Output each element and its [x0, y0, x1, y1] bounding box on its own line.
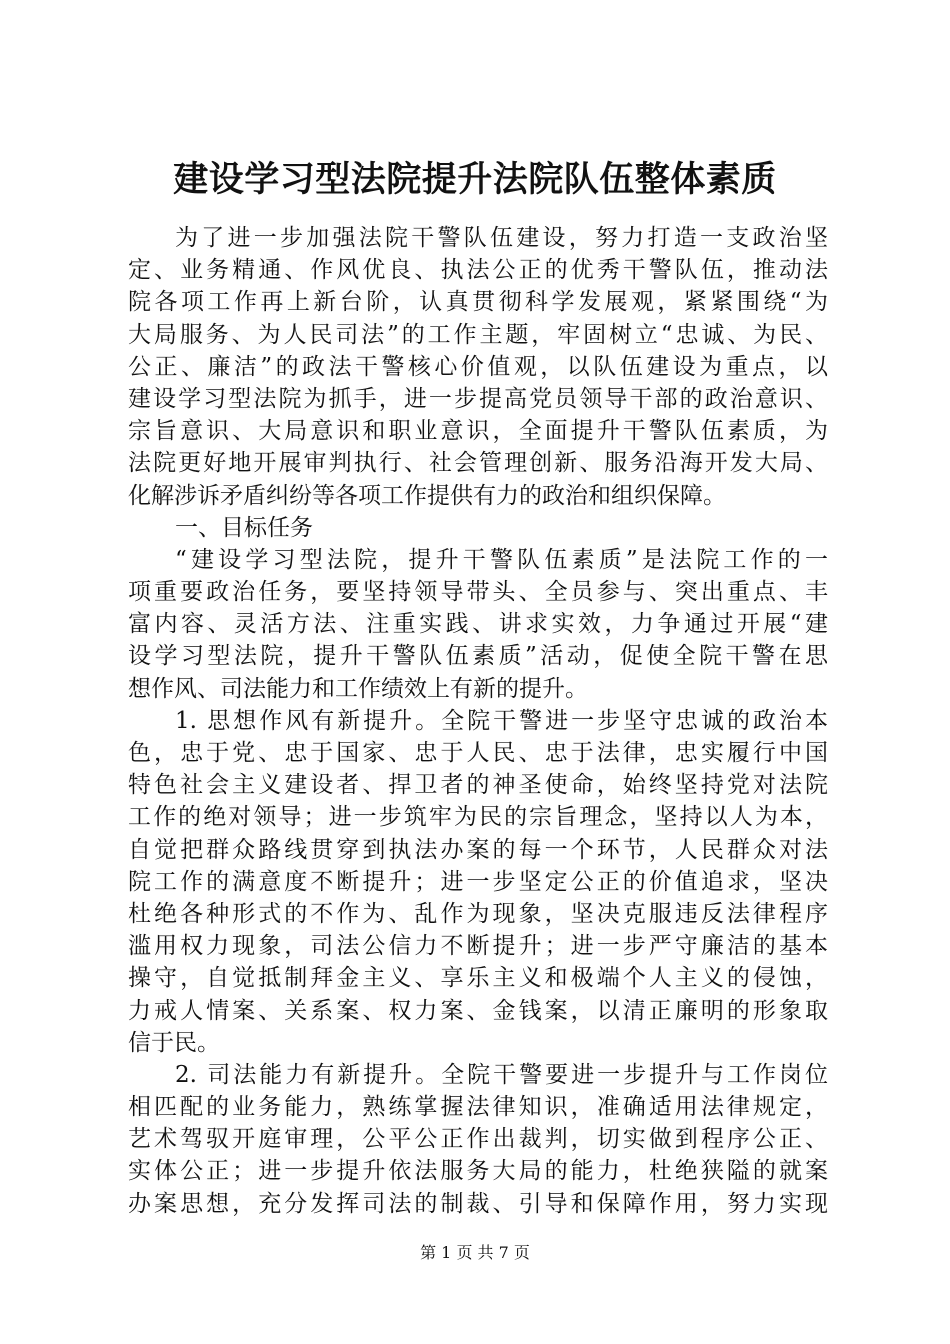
- text-line: 艺术驾驭开庭审理，公平公正作出裁判，切实做到程序公正、: [128, 1126, 828, 1153]
- text-line: 化解涉诉矛盾纠纷等各项工作提供有力的政治和组织保障。: [128, 482, 726, 509]
- text-line: 相匹配的业务能力，熟练掌握法律知识，准确适用法律规定，: [128, 1094, 828, 1121]
- text-line: 定、业务精通、作风优良、执法公正的优秀干警队伍，推动法: [128, 257, 828, 284]
- text-line: 特色社会主义建设者、捍卫者的神圣使命，始终坚持党对法院: [128, 772, 828, 799]
- text-line: 杜绝各种形式的不作为、乱作为现象，坚决克服违反法律程序: [128, 900, 828, 927]
- text-line: 力戒人情案、关系案、权力案、金钱案，以清正廉明的形象取: [128, 997, 828, 1024]
- text-line: 大局服务、为人民司法”的工作主题，牢固树立“忠诚、为民、: [128, 321, 828, 348]
- text-line: 项重要政治任务，要坚持领导带头、全员参与、突出重点、丰: [128, 579, 828, 606]
- text-line: 法院更好地开展审判执行、社会管理创新、服务沿海开发大局、: [128, 450, 828, 477]
- text-line: 设学习型法院，提升干警队伍素质”活动，促使全院干警在思: [128, 643, 828, 670]
- text-line: 实体公正；进一步提升依法服务大局的能力，杜绝狭隘的就案: [128, 1158, 828, 1185]
- text-line: 院工作的满意度不断提升；进一步坚定公正的价值追求，坚决: [128, 868, 828, 895]
- text-line: 建设学习型法院为抓手，进一步提高党员领导干部的政治意识、: [128, 385, 828, 412]
- text-line: 公正、廉洁”的政法干警核心价值观，以队伍建设为重点，以: [128, 353, 828, 380]
- text-line: 富内容、灵活方法、注重实践、讲求实效，力争通过开展“建: [128, 611, 828, 638]
- text-line: 为了进一步加强法院干警队伍建设，努力打造一支政治坚: [175, 225, 828, 251]
- text-line: 信于民。: [128, 1029, 220, 1056]
- document-body: [128, 222, 828, 1220]
- text-line: 操守，自觉抵制拜金主义、享乐主义和极端个人主义的侵蚀，: [128, 965, 828, 992]
- text-line: “建设学习型法院，提升干警队伍素质”是法院工作的一: [175, 546, 828, 573]
- page-footer: 第 1 页 共 7 页: [420, 1243, 530, 1262]
- document-title: 建设学习型法院提升法院队伍整体素质: [173, 159, 777, 200]
- text-line: 2. 司法能力有新提升。全院干警要进一步提升与工作岗位: [175, 1061, 828, 1088]
- text-line: 滥用权力现象，司法公信力不断提升；进一步严守廉洁的基本: [128, 933, 828, 960]
- text-line: 想作风、司法能力和工作绩效上有新的提升。: [128, 675, 588, 702]
- text-line: 1. 思想作风有新提升。全院干警进一步坚守忠诚的政治本: [175, 707, 828, 734]
- text-line: 宗旨意识、大局意识和职业意识，全面提升干警队伍素质，为: [128, 418, 828, 445]
- text-line: 工作的绝对领导；进一步筑牢为民的宗旨理念，坚持以人为本，: [128, 804, 828, 831]
- text-line: 院各项工作再上新台阶，认真贯彻科学发展观，紧紧围绕“为: [128, 289, 828, 316]
- text-line: 办案思想，充分发挥司法的制裁、引导和保障作用，努力实现: [128, 1190, 828, 1217]
- text-line: 自觉把群众路线贯穿到执法办案的每一个环节，人民群众对法: [128, 836, 828, 863]
- text-line: 色，忠于党、忠于国家、忠于人民、忠于法律，忠实履行中国: [128, 740, 828, 766]
- text-line: 一、目标任务: [175, 514, 313, 541]
